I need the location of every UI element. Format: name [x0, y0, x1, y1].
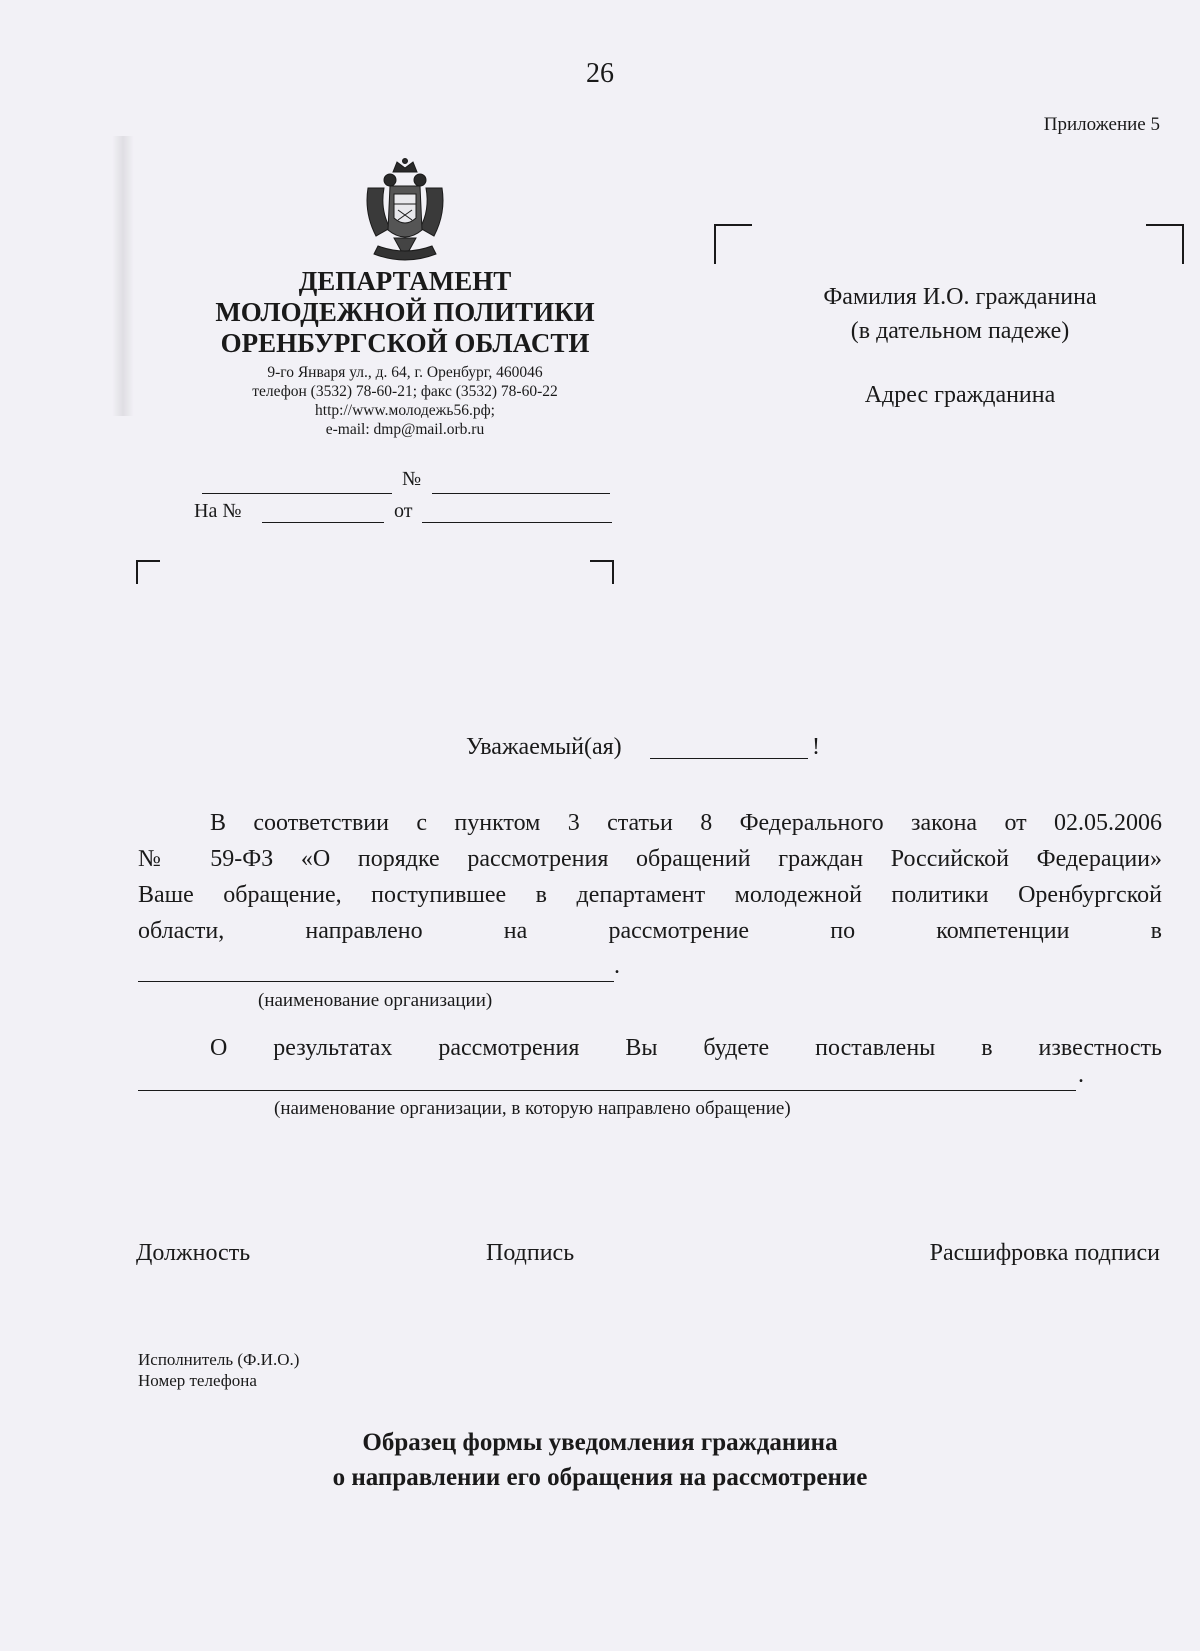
organization-caption: (наименование организации) [258, 990, 493, 1011]
signature-decoding-label: Расшифровка подписи [929, 1240, 1160, 1266]
annex-label: Приложение 5 [1043, 114, 1160, 135]
executor-name-label: Исполнитель (Ф.И.О.) [138, 1350, 300, 1369]
address-line: 9-го Января ул., д. 64, г. Оренбург, 460046 [267, 364, 543, 381]
address-block-corner [590, 560, 614, 584]
recipient-case-note: (в дательном падеже) [850, 318, 1070, 344]
form-title-line: о направлении его обращения на рассмотрение [332, 1464, 868, 1491]
organization-sent-field [138, 1090, 1076, 1091]
position-label: Должность [136, 1240, 251, 1266]
paragraph-line: Ваше обращение, поступившее в департамент молодежной политики Оренбургской [138, 882, 1162, 908]
result-paragraph: О результатах рассмотрения Вы будете поставлены в известность [210, 1035, 1162, 1061]
recipient-block-corner [714, 224, 752, 264]
greeting-exclamation: ! [812, 734, 820, 760]
phone-fax-line: телефон (3532) 78-60-21; факс (3532) 78-60-22 [252, 383, 558, 400]
website-line: http://www.молодежь56.рф; [315, 402, 495, 419]
department-name-line: ДЕПАРТАМЕНТ [298, 266, 512, 296]
coat-of-arms-icon [360, 158, 450, 266]
recipient-address: Адрес гражданина [864, 382, 1056, 408]
executor-phone-label: Номер телефона [138, 1371, 257, 1390]
greeting-name-field [650, 758, 808, 759]
reply-date-field [422, 522, 612, 523]
recipient-name: Фамилия И.О. гражданина [823, 284, 1097, 310]
signature-label: Подпись [486, 1240, 575, 1266]
organization-field [138, 981, 614, 982]
outgoing-number-field [432, 493, 610, 494]
number-sign: № [402, 468, 422, 490]
reply-to-label: На № [194, 500, 242, 522]
period-mark: . [1078, 1062, 1084, 1088]
main-paragraph [138, 805, 1162, 949]
reply-number-field [262, 522, 384, 523]
department-name-line: МОЛОДЕЖНОЙ ПОЛИТИКИ [215, 297, 595, 327]
paragraph-line: области, направлено на рассмотрение по компетенции в [138, 918, 1162, 944]
paragraph-line: В соответствии с пунктом 3 статьи 8 Федерального закона от 02.05.2006 [210, 810, 1162, 836]
paragraph-line: № 59-ФЗ «О порядке рассмотрения обращений граждан Российской Федерации» [138, 846, 1162, 872]
greeting: Уважаемый(ая) [466, 734, 622, 760]
period-mark: . [614, 953, 620, 979]
form-title-line: Образец формы уведомления гражданина [362, 1429, 838, 1456]
email-line: e-mail: dmp@mail.orb.ru [325, 421, 485, 438]
organization-sent-caption: (наименование организации, в которую направлено обращение) [274, 1098, 791, 1119]
page-number: 26 [586, 58, 614, 89]
address-block-corner [136, 560, 160, 584]
from-label: от [394, 500, 413, 522]
recipient-block-corner [1146, 224, 1184, 264]
scan-edge-shadow [112, 136, 134, 416]
outgoing-date-field [202, 493, 392, 494]
department-name-line: ОРЕНБУРГСКОЙ ОБЛАСТИ [220, 328, 590, 358]
